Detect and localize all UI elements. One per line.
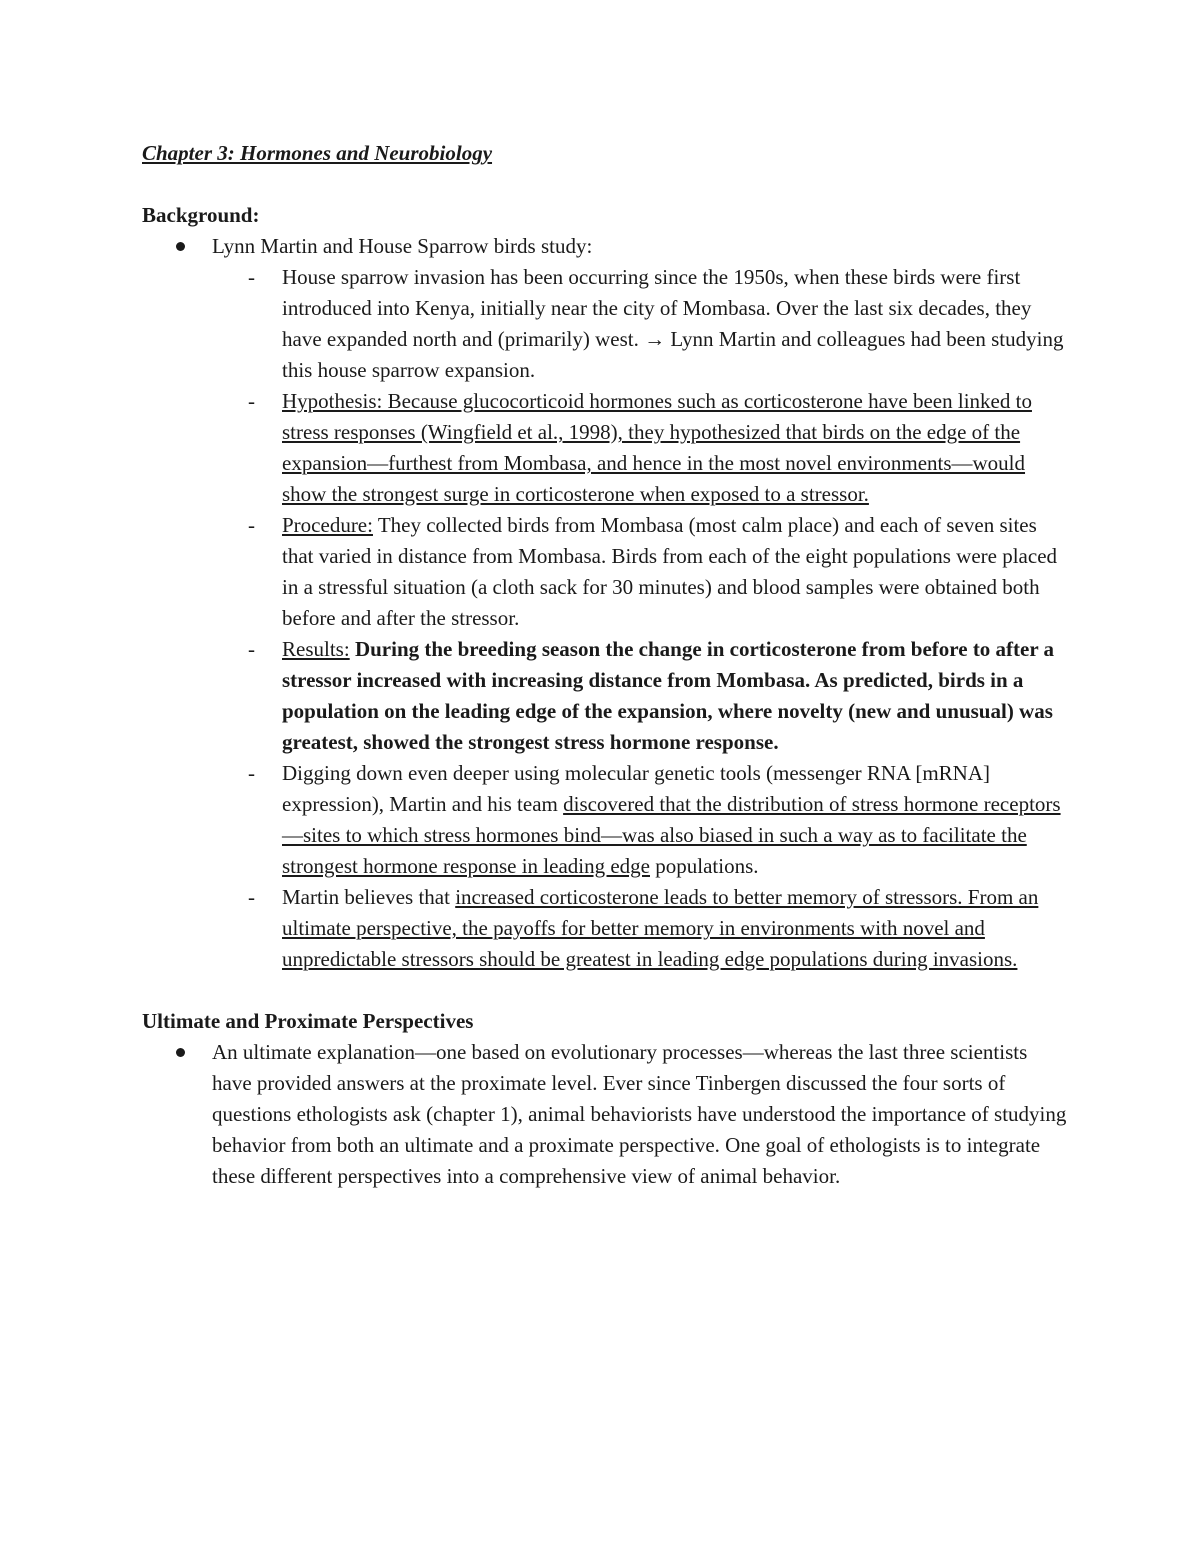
bullet-text: An ultimate explanation—one based on evolutionary processes—whereas the last three scientists have provided answers at the proximate level. Ever since Tinbergen discussed the four sorts of questions ethologists ask (chapter 1), animal behaviorists have understood the importance of studying behavior from both an ultimate and a proximate perspective. One goal of ethologists is to integrate these different perspectives into a comprehensive view of animal behavior. (212, 1040, 1067, 1188)
bullet-icon (176, 1048, 185, 1057)
bullet-text: Lynn Martin and House Sparrow birds study: (212, 234, 593, 258)
procedure-text: They collected birds from Mombasa (most calm place) and each of seven sites that varied in distance from Mombasa. Birds from each of the eight populations were placed in a stressful situation (a cloth sack for 30 minutes) and blood samples were obtained both before and after the stressor. (282, 513, 1058, 630)
sub-item-memory (212, 882, 1072, 975)
hypothesis-text: Hypothesis: Because glucocorticoid hormones such as corticosterone have been linked to stress responses (Wingfield et al., 1998), they hypothesized that birds on the edge of the expansion—furthest from Mombasa, and hence in the most novel environments—would show the strongest surge in corticosterone when exposed to a stressor. (282, 389, 1032, 506)
sub-item-background (212, 262, 1072, 386)
ultimate-list (142, 1037, 1072, 1192)
ultimate-heading: Ultimate and Proximate Perspectives (142, 1009, 474, 1033)
background-heading: Background: (142, 203, 260, 227)
spacer (142, 975, 1072, 1006)
sub-item-results (212, 634, 1072, 758)
bullet-icon (176, 242, 185, 251)
sub-item-text: House sparrow invasion has been occurring since the 1950s, when these birds were first introduced into Kenya, initially near the city of Mombasa. Over the last six decades, they have expanded north and (primarily) west. → Lynn Martin and colleagues had been studying this house sparrow expansion. (282, 265, 1064, 382)
sub-list (212, 262, 1072, 975)
procedure-label: Procedure: (282, 513, 373, 537)
dash-icon: - (248, 761, 255, 785)
sub-item-hypothesis (212, 386, 1072, 510)
receptors-tail: populations. (650, 854, 759, 878)
dash-icon: - (248, 265, 255, 289)
memory-underlined: increased corticosterone leads to better memory of stressors. From an ultimate perspective, the payoffs for better memory in environments with novel and unpredictable stressors should be greatest in leading edge populations during invasions. (282, 885, 1039, 971)
sub-item-receptors (212, 758, 1072, 882)
spacer (142, 169, 1072, 200)
document-page (142, 138, 1072, 1192)
results-label: Results: (282, 637, 350, 661)
dash-icon: - (248, 885, 255, 909)
background-list (142, 231, 1072, 975)
dash-icon: - (248, 637, 255, 661)
receptors-underlined: discovered that the distribution of stress hormone receptors—sites to which stress hormones bind—was also biased in such a way as to facilitate the strongest hormone response in leading edge (282, 792, 1061, 878)
memory-text: Martin believes that (282, 885, 456, 909)
list-item (142, 231, 1072, 975)
receptors-text: Digging down even deeper using molecular genetic tools (messenger RNA [mRNA] expression), Martin and his team (282, 761, 991, 816)
page-title: Chapter 3: Hormones and Neurobiology (142, 141, 493, 165)
sub-item-procedure (212, 510, 1072, 634)
dash-icon: - (248, 513, 255, 537)
results-text: During the breeding season the change in corticosterone from before to after a stressor increased with increasing distance from Mombasa. As predicted, birds in a population on the leading edge of the expansion, where novelty (new and unusual) was greatest, showed the strongest stress hormone response. (282, 637, 1055, 754)
dash-icon: - (248, 389, 255, 413)
list-item (142, 1037, 1072, 1192)
